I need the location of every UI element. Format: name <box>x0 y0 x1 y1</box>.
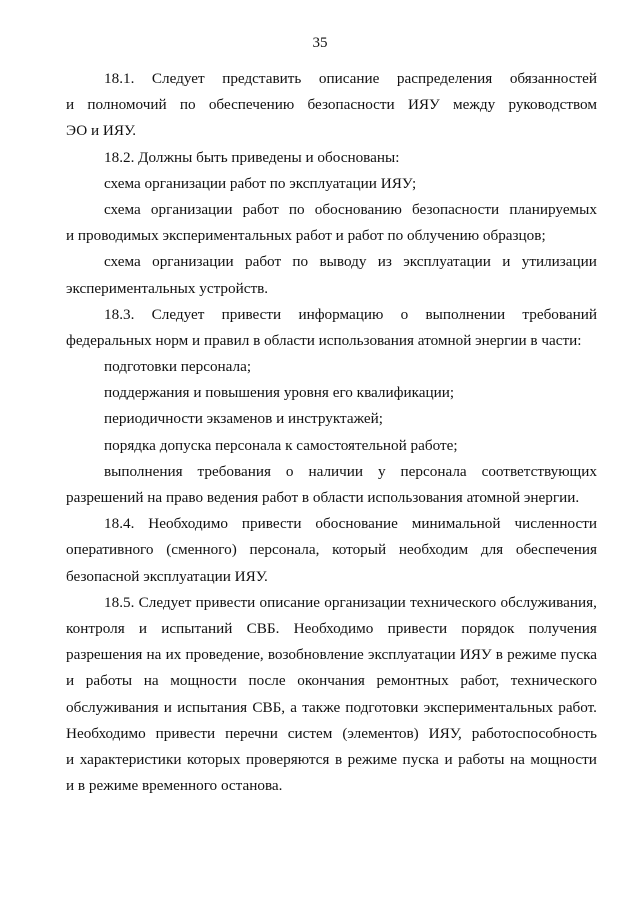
word: по <box>292 253 309 271</box>
word: и <box>66 750 75 768</box>
text-line: экспериментальных устройств. <box>66 279 269 297</box>
word: окончания <box>297 672 365 690</box>
text-line <box>66 66 597 92</box>
word: организации <box>152 253 234 271</box>
text-line: и проводимых экспериментальных работ и работ по облучению образцов; <box>66 227 546 245</box>
text-line: ЭО и ИЯУ. <box>66 122 137 140</box>
word: для <box>480 541 504 559</box>
text-line <box>66 459 597 485</box>
word: привести <box>155 724 216 742</box>
word: технического <box>410 593 497 611</box>
word: экспериментальных <box>423 698 554 716</box>
word: проведение, <box>185 646 264 664</box>
word: безопасности <box>307 96 395 114</box>
word: испытания <box>177 698 248 716</box>
text-line <box>66 249 597 275</box>
text-line: 18.2. Должны быть приведены и обоснованы: <box>104 148 400 166</box>
word: подготовки <box>345 698 419 716</box>
word: описание <box>259 593 320 611</box>
text-line <box>66 302 597 328</box>
word: и <box>66 672 75 690</box>
word: также <box>302 698 341 716</box>
word: распределения <box>396 70 493 87</box>
word: на <box>146 646 162 664</box>
word: перечни <box>225 724 278 742</box>
word: привести <box>387 619 448 637</box>
word: обслуживания, <box>500 593 597 611</box>
word: эксплуатации <box>367 646 456 664</box>
word: безопасности <box>411 200 500 218</box>
word: привести <box>221 305 282 323</box>
word: который <box>332 541 387 559</box>
word: обеспечения <box>515 541 597 559</box>
word: у <box>377 462 386 480</box>
word: о <box>400 305 409 323</box>
word: Следует <box>151 305 205 323</box>
word: обязанностей <box>509 70 597 87</box>
page-number: 35 <box>312 35 328 51</box>
word: о <box>285 462 294 480</box>
text-line <box>66 537 597 563</box>
word: работы <box>85 672 133 690</box>
word: эксплуатации <box>403 253 491 271</box>
word: планируемых <box>509 200 597 218</box>
word: режиме <box>507 646 557 664</box>
word: СВБ. <box>246 619 280 637</box>
word: организации <box>150 200 233 218</box>
word: и <box>138 619 148 637</box>
word: 18.1. <box>104 70 135 87</box>
word: пуска <box>402 750 439 768</box>
word: и <box>163 698 172 716</box>
word: обоснованию <box>314 200 402 218</box>
text-line <box>66 590 597 616</box>
word: (сменного) <box>166 541 237 559</box>
word: оперативного <box>66 541 154 559</box>
word: получения <box>528 619 597 637</box>
word: персонала <box>400 462 467 480</box>
text-line: федеральных норм и правил в области использования атомной энергии в части: <box>66 331 582 349</box>
word: организации <box>324 593 406 611</box>
word: ремонтных <box>376 672 449 690</box>
word: руководством <box>508 96 597 114</box>
word: Следует <box>151 70 205 87</box>
word: обоснование <box>315 515 398 533</box>
word: персонала, <box>249 541 320 559</box>
word: наличии <box>308 462 364 480</box>
word: СВБ, <box>252 698 286 716</box>
word: работ. <box>558 698 597 716</box>
word: обеспечению <box>208 96 295 114</box>
word: и <box>444 750 453 768</box>
word: работ <box>244 253 282 271</box>
text-line: разрешений на право ведения работ в области использования атомной энергии. <box>66 489 580 506</box>
word: работ <box>242 200 279 218</box>
word: описание <box>318 70 380 87</box>
word: утилизации <box>521 253 597 271</box>
word: ИЯУ <box>459 646 492 664</box>
word: технического <box>510 672 597 690</box>
text-line: схема организации работ по эксплуатации ИЯУ; <box>104 174 417 192</box>
word: информацию <box>298 305 384 323</box>
word: и <box>66 96 75 114</box>
word: представить <box>222 70 302 87</box>
word: характеристики <box>79 750 182 768</box>
text-line <box>66 92 597 118</box>
word: которых <box>187 750 241 768</box>
text-line: и в режиме временного останова. <box>66 777 283 795</box>
word: (элементов) <box>342 724 419 742</box>
word: разрешения <box>66 646 143 664</box>
word: полномочий <box>87 96 167 114</box>
word: 18.3. <box>104 305 135 323</box>
word: по <box>288 200 305 218</box>
word: минимальной <box>411 515 501 533</box>
word: из <box>377 253 392 271</box>
word: соответствующих <box>481 462 597 480</box>
text-line: периодичности экзаменов и инструктажей; <box>104 410 383 428</box>
text-line <box>66 616 597 642</box>
word: схема <box>104 200 141 218</box>
word: необходим <box>398 541 469 559</box>
text-line <box>66 695 597 721</box>
text-line <box>66 721 597 747</box>
word: в <box>495 646 503 664</box>
word: выводу <box>319 253 367 271</box>
word: Следует <box>138 593 192 611</box>
word: обслуживания <box>66 698 159 716</box>
word: на <box>143 672 159 690</box>
word: мощности <box>530 750 597 768</box>
word: требований <box>522 305 597 323</box>
word: в <box>334 750 343 768</box>
text-line <box>66 197 597 223</box>
word: 18.5. <box>104 593 135 611</box>
text-line: поддержания и повышения уровня его квалификации; <box>104 384 455 402</box>
word: возобновление <box>267 646 364 664</box>
text-line <box>66 668 597 694</box>
word: на <box>509 750 525 768</box>
word: Необходимо <box>66 724 146 742</box>
word: проверяются <box>245 750 330 768</box>
text-line: порядка допуска персонала к самостоятельной работе; <box>104 436 458 454</box>
word: их <box>165 646 182 664</box>
document-body <box>66 66 597 799</box>
word: мощности <box>170 672 237 690</box>
text-line: безопасной эксплуатации ИЯУ. <box>66 567 268 585</box>
word: контроля <box>66 619 125 637</box>
text-line <box>66 747 597 773</box>
word: привести <box>195 593 256 611</box>
word: а <box>290 698 298 716</box>
word: привести <box>241 515 302 533</box>
word: 18.4. <box>104 515 135 533</box>
word: требования <box>197 462 271 480</box>
word: режиме <box>347 750 397 768</box>
text-line <box>66 642 597 668</box>
word: численности <box>514 515 597 533</box>
word: испытаний <box>161 619 233 637</box>
word: пуска <box>560 646 597 664</box>
text-line <box>66 511 597 537</box>
text-line: подготовки персонала; <box>104 358 252 376</box>
word: Необходимо <box>148 515 228 533</box>
word: выполнении <box>425 305 506 323</box>
word: работы <box>458 750 505 768</box>
word: порядок <box>461 619 515 637</box>
word: выполнения <box>104 462 183 480</box>
word: ИЯУ <box>407 96 440 114</box>
word: Необходимо <box>293 619 374 637</box>
word: схема <box>104 253 141 271</box>
word: систем <box>287 724 333 742</box>
word: работоспособность <box>471 724 597 742</box>
word: работ, <box>460 672 500 690</box>
word: между <box>453 96 496 114</box>
word: ИЯУ, <box>428 724 462 742</box>
word: и <box>502 253 511 271</box>
word: по <box>179 96 196 114</box>
word: после <box>248 672 286 690</box>
